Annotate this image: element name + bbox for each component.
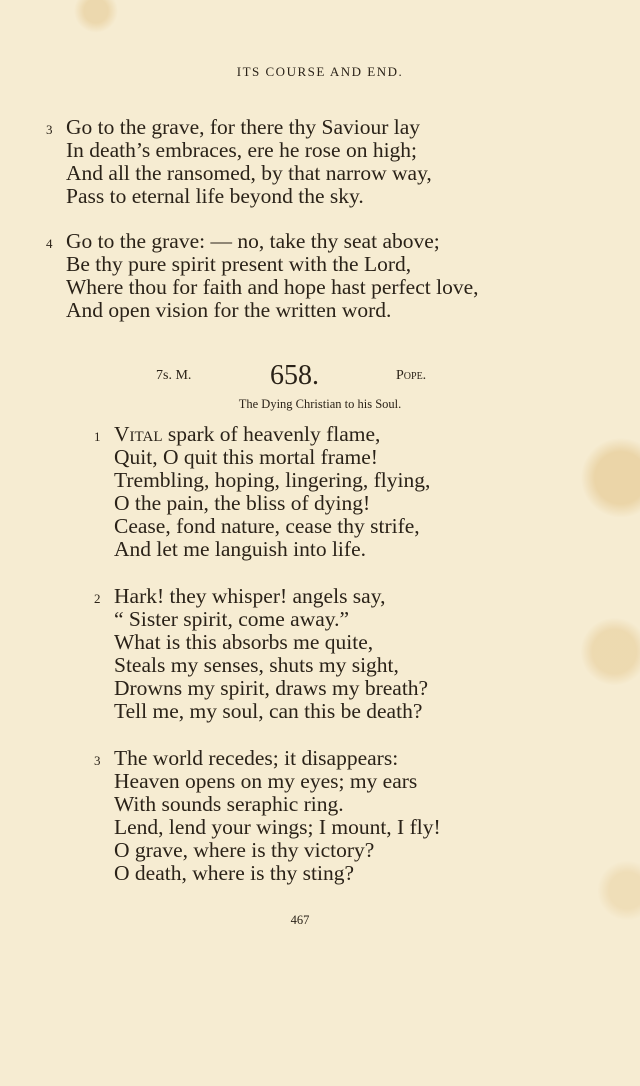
verse-number: 3 bbox=[46, 122, 53, 137]
verse-line: Hark! they whisper! angels say, bbox=[114, 584, 386, 608]
verse-line: “ Sister spirit, come away.” bbox=[114, 607, 350, 631]
verse-line: The world recedes; it disappears: bbox=[114, 746, 399, 770]
verse-line: With sounds seraphic ring. bbox=[114, 792, 344, 816]
verse-number: 2 bbox=[94, 591, 101, 606]
verse-line: O grave, where is thy victory? bbox=[114, 838, 375, 862]
verse-line: Steals my senses, shuts my sight, bbox=[114, 653, 399, 677]
verse-line: Go to the grave: — no, take thy seat above; bbox=[66, 229, 440, 253]
verse-line: And let me languish into life. bbox=[114, 537, 366, 561]
verse-line: And open vision for the written word. bbox=[66, 298, 392, 322]
verse-line: Drowns my spirit, draws my breath? bbox=[114, 676, 429, 700]
hymn-header bbox=[0, 360, 640, 390]
verse-first-word: Vital bbox=[114, 422, 163, 446]
verse-line bbox=[114, 423, 430, 446]
verse-number: 4 bbox=[46, 236, 53, 251]
hymn-number: 658. bbox=[270, 360, 319, 391]
page-number: 467 bbox=[290, 913, 310, 927]
verse-line: Where thou for faith and hope hast perfect love, bbox=[66, 275, 479, 299]
verse-line: Be thy pure spirit present with the Lord, bbox=[66, 252, 412, 276]
verse-first-rest: spark of heavenly flame, bbox=[162, 422, 381, 446]
verse-line: O the pain, the bliss of dying! bbox=[114, 491, 371, 515]
verse-number: 3 bbox=[94, 753, 101, 768]
verse-line: And all the ransomed, by that narrow way, bbox=[66, 161, 432, 185]
hymn-meter: 7s. M. bbox=[156, 368, 192, 383]
verse-line: Quit, O quit this mortal frame! bbox=[114, 445, 378, 469]
verse-line: Heaven opens on my eyes; my ears bbox=[114, 769, 418, 793]
running-head: ITS COURSE AND END. bbox=[236, 64, 404, 79]
verse-number: 1 bbox=[94, 429, 101, 444]
verse-line: Trembling, hoping, lingering, flying, bbox=[114, 468, 431, 492]
verse-line: Pass to eternal life beyond the sky. bbox=[66, 184, 364, 208]
verse-line: In death’s embraces, ere he rose on high; bbox=[66, 138, 418, 162]
hymn-author: Pope. bbox=[396, 368, 427, 383]
verse-line: Lend, lend your wings; I mount, I fly! bbox=[114, 815, 441, 839]
verse-line: O death, where is thy sting? bbox=[114, 861, 355, 885]
verse-line: Go to the grave, for there thy Saviour lay bbox=[66, 115, 421, 139]
verse-line: Cease, fond nature, cease thy strife, bbox=[114, 514, 420, 538]
verse-line: What is this absorbs me quite, bbox=[114, 630, 374, 654]
verse-line: Tell me, my soul, can this be death? bbox=[114, 699, 423, 723]
hymn-title: The Dying Christian to his Soul. bbox=[238, 397, 402, 411]
